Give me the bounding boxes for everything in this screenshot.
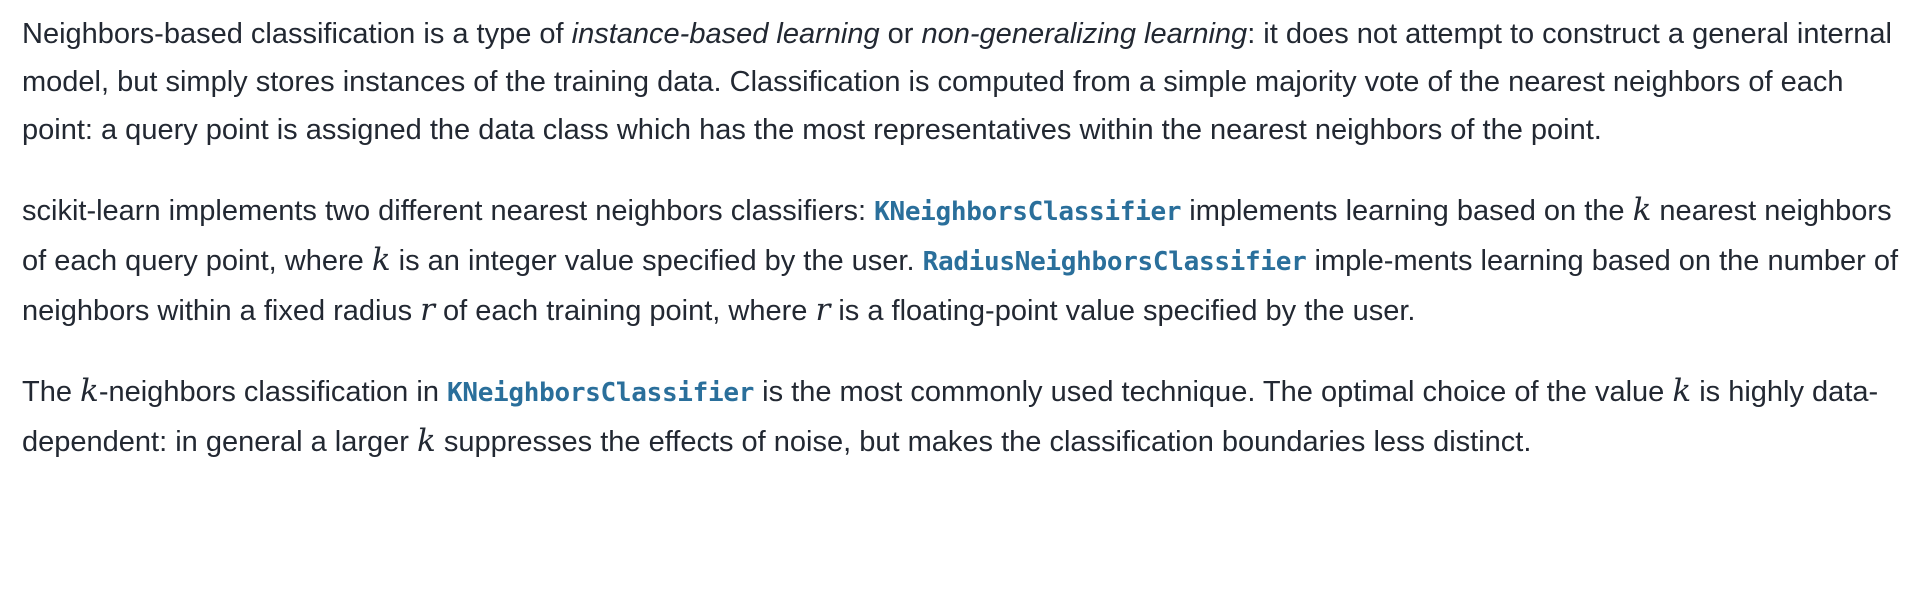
text: nearest neighbors of each query point, where bbox=[22, 195, 1892, 277]
paragraph-classifiers bbox=[22, 186, 1900, 335]
text: of each training point, where bbox=[435, 295, 816, 327]
link-radiusneighborsclassifier[interactable]: RadiusNeighborsClassifier bbox=[922, 247, 1307, 277]
text: or bbox=[879, 18, 922, 50]
text: : it does not attempt to construct a general internal model, but simply stores instances of the training data. Classification is computed from a simple majority vote of the nearest neighbors of each point: a query point is assigned the data class which has the most representatives within the nearest neighbors of the point. bbox=[22, 18, 1892, 146]
emphasis-non-generalizing-learning: non-generalizing learning bbox=[921, 18, 1248, 50]
math-r: r bbox=[815, 292, 831, 328]
text: is a floating-point value specified by the user. bbox=[830, 295, 1416, 327]
math-k: k bbox=[1672, 373, 1692, 409]
text: is the most commonly used technique. The optimal choice of the value bbox=[754, 376, 1673, 408]
math-k: k bbox=[371, 242, 391, 278]
math-r: r bbox=[420, 292, 435, 328]
link-kneighborsclassifier[interactable]: KNeighborsClassifier bbox=[447, 378, 755, 408]
text: The bbox=[22, 376, 81, 408]
math-k: k bbox=[1632, 192, 1652, 228]
math-k: k bbox=[417, 423, 436, 459]
text: scikit-learn implements two different nearest neighbors classifiers: bbox=[22, 195, 875, 227]
text: Neighbors-based classification is a type of bbox=[22, 18, 572, 50]
text: implements learning based on the bbox=[1181, 195, 1633, 227]
paragraph-k-choice bbox=[22, 367, 1900, 466]
link-kneighborsclassifier[interactable]: KNeighborsClassifier bbox=[874, 197, 1182, 227]
paragraph-intro bbox=[22, 10, 1900, 154]
text: -neighbors classification in bbox=[98, 376, 447, 408]
text: imple-ments learning based on the number of neighbors within a fixed radius bbox=[22, 245, 1899, 327]
emphasis-instance-based-learning: instance-based learning bbox=[571, 18, 880, 50]
text: suppresses the effects of noise, but makes the classification boundaries less distinct. bbox=[435, 426, 1532, 458]
text: is an integer value specified by the user. bbox=[390, 245, 923, 277]
math-k: k bbox=[80, 373, 99, 409]
text: is highly data-dependent: in general a larger bbox=[22, 376, 1879, 458]
